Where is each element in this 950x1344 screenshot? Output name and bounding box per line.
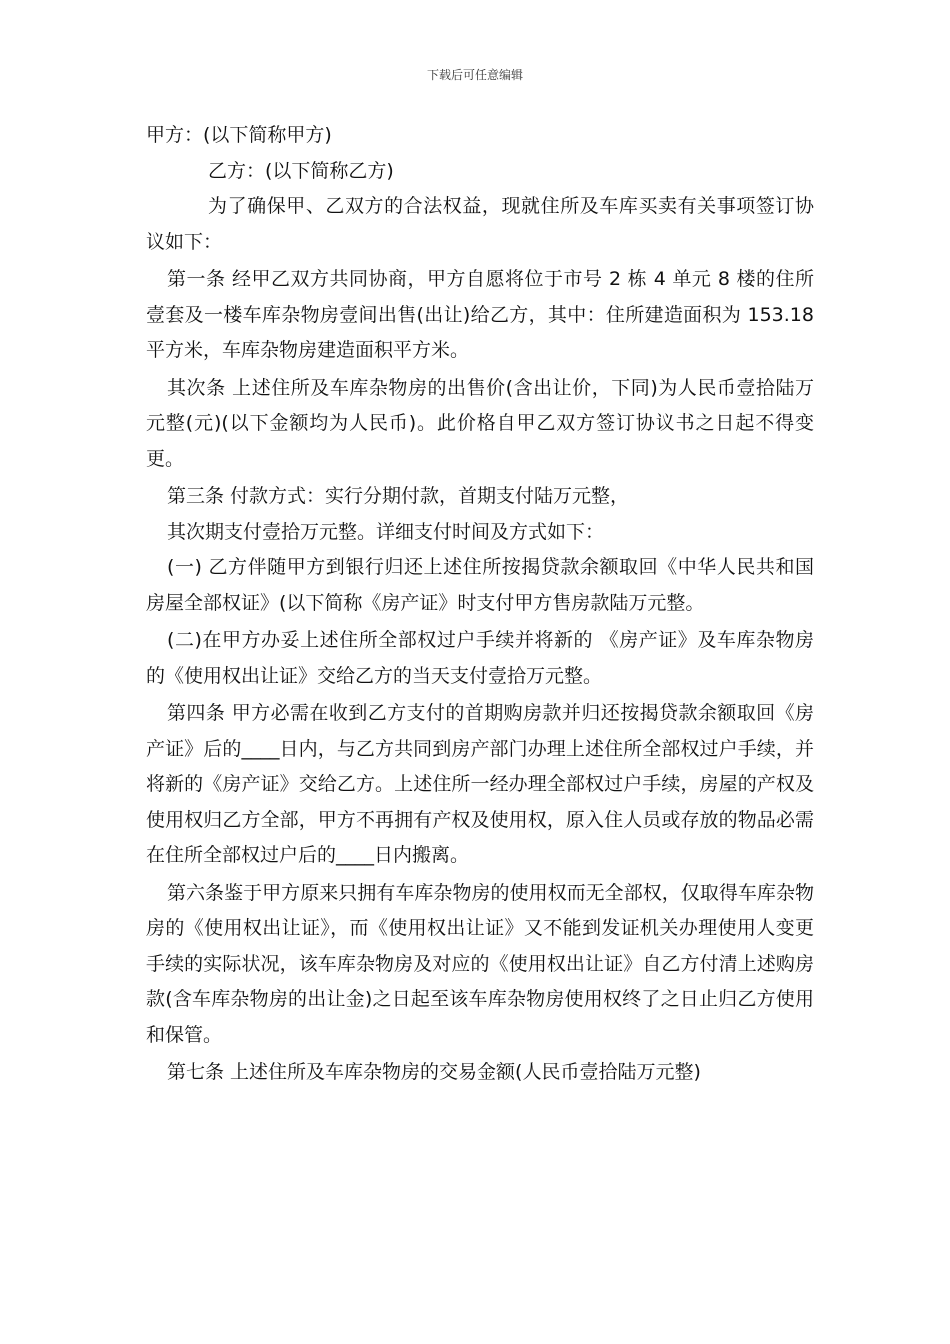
party-a-line: 甲方：(以下简称甲方) [146, 124, 332, 146]
page-header: 下载后可任意编辑 [426, 68, 523, 82]
contract-body [146, 118, 814, 1091]
article-6-paragraph: 第六条鉴于甲方原来只拥有车库杂物房的使用权而无全部权，仅取得车库杂物房的《使用权出让证》，而《使用权出让证》又不能到发证机关办理使用人变更手续的实际状况，该车库杂物房及对应的《使用权出让证》自乙方付清上述购房款(含车库杂物房的出让金)之日起至该车库杂物房使用权终了之日止归乙方使用和保管。 [146, 881, 814, 1046]
article-1-paragraph: 第一条 经甲乙双方共同协商，甲方自愿将位于市号 2 栋 4 单元 8 楼的住所壹套及一楼车库杂物房壹间出售(出让)给乙方，其中：住所建造面积为 153.18 平方米，车库杂物房建造面积平方米。 [146, 268, 814, 361]
article-4-paragraph: 第四条 甲方必需在收到乙方支付的首期购房款并归还按揭贷款余额取回《房产证》后的____日内，与乙方共同到房产部门办理上述住所全部权过户手续，并将新的《房产证》交给乙方。上述住所一经办理全部权过户手续，房屋的产权及使用权归乙方全部，甲方不再拥有产权及使用权，原入住人员或存放的物品必需在住所全部权过户后的____日内搬离。 [146, 702, 814, 866]
article-7-paragraph: 第七条 上述住所及车库杂物房的交易金额(人民币壹拾陆万元整) [167, 1061, 701, 1083]
preamble-paragraph: 为了确保甲、乙双方的合法权益，现就住所及车库买卖有关事项签订协议如下： [146, 195, 814, 253]
article-3-paragraph: 第三条 付款方式：实行分期付款，首期支付陆万元整， [167, 485, 630, 507]
party-b-line: 乙方：(以下简称乙方) [208, 159, 394, 182]
article-3-continuation: 其次期支付壹拾万元整。详细支付时间及方式如下： [167, 520, 605, 543]
article-3-item-1: (一) 乙方伴随甲方到银行归还上述住所按揭贷款余额取回《中华人民共和国房屋全部权证》(以下简称《房产证》时支付甲方售房款陆万元整。 [146, 556, 814, 614]
article-2-paragraph: 其次条 上述住所及车库杂物房的出售价(含出让价，下同)为人民币壹拾陆万元整(元)(以下金额均为人民币)。此价格自甲乙双方签订协议书之日起不得变更。 [146, 376, 814, 470]
article-3-item-2: (二)在甲方办妥上述住所全部权过户手续并将新的 《房产证》及车库杂物房的《使用权出让证》交给乙方的当天支付壹拾万元整。 [146, 629, 814, 687]
